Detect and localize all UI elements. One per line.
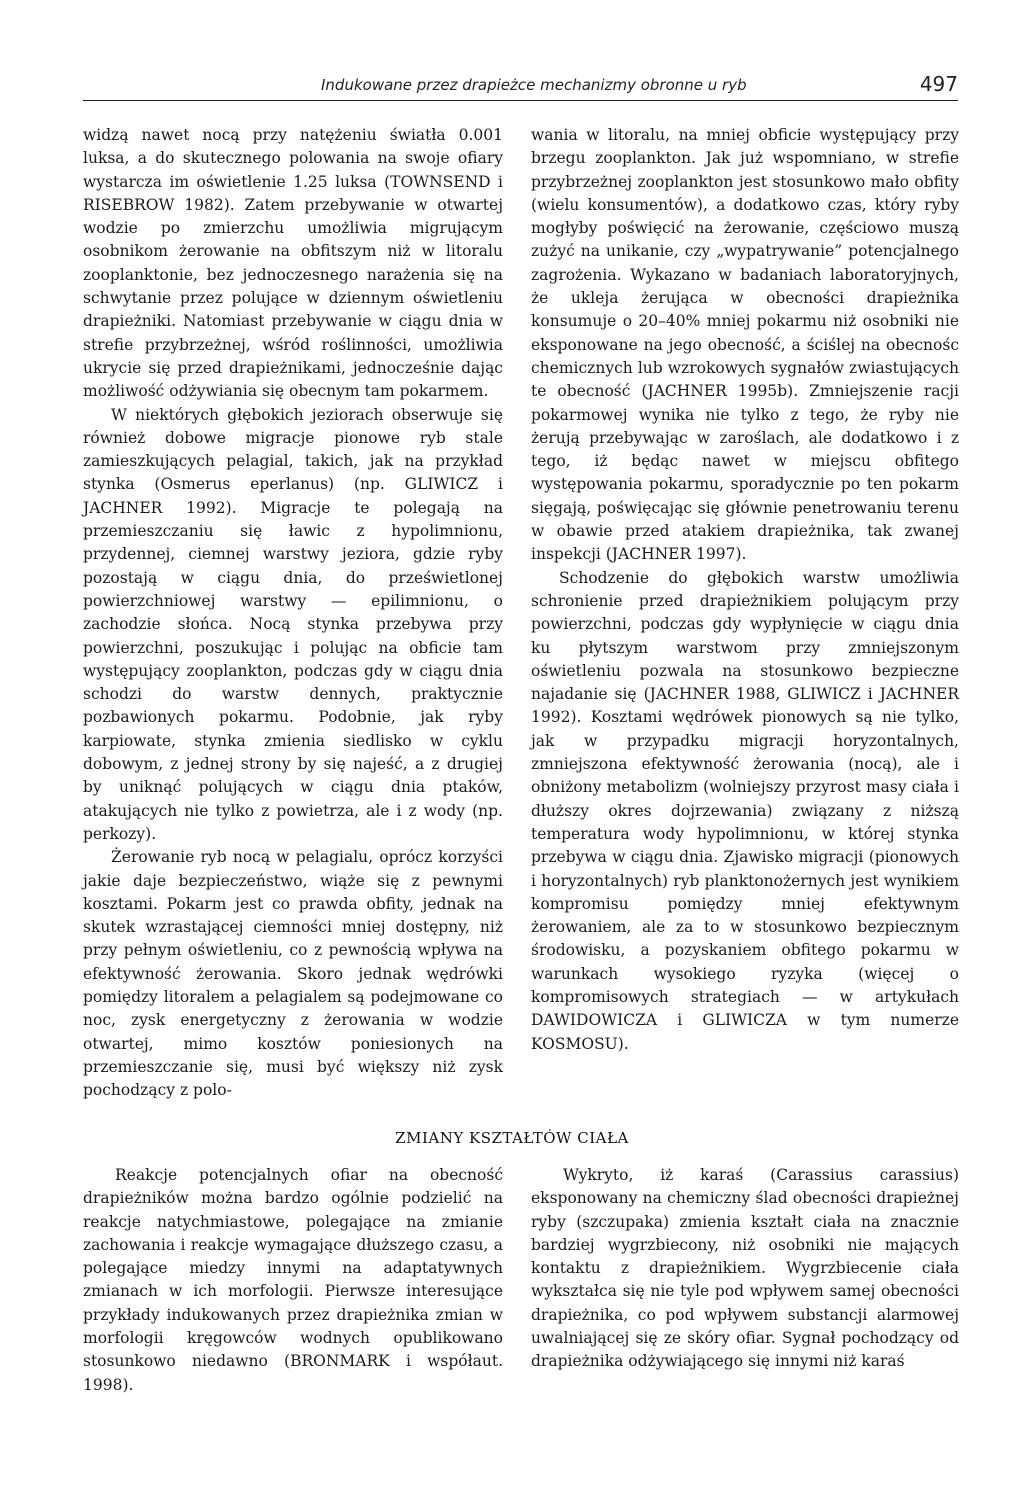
paragraph: wania w litoralu, na mniej obficie występujący przy brzegu zooplankton. Jak już wspomniano, w strefie przybrzeżnej zooplankton jest stosunkowo mało obfity (wielu konsumentów), a dodatkowo czas, który ryby mogłyby poświęcić na żerowanie, częściowo muszą zużyć na unikanie, czy „wypatrywanie” potencjalnego zagrożenia. Wykazano w badaniach laboratoryjnych, że ukleja żerująca w obecności drapieżnika konsumuje o 20–40% mniej pokarmu niż osobniki nie eksponowane na jego obecność, a ściślej na obecnośc chemicznych lub wzrokowych sygnałów zwiastujących te obecność (JACHNER 1995b). Zmniejszenie racji pokarmowej wynika nie tylko z tego, że ryby nie żerują przebywając w zaroślach, ale dodatkowo i z tego, iż będąc nawet w miejscu obfitego występowania pokarmu, sporadycznie po ten pokarm sięgają, poświęcając się głównie penetrowaniu terenu w obawie przed atakiem drapieżnika, tak zwanej inspekcji (JACHNER 1997). (531, 126, 959, 564)
running-title: Indukowane przez drapieżce mechanizmy obronne u ryb (321, 76, 747, 94)
page-number: 497 (919, 72, 958, 96)
paragraph: Reakcje potencjalnych ofiar na obecność drapieżników można bardzo ogólnie podzielić na reakcje natychmiastowe, polegające na zmianie zachowania i reakcje wymagające dłuższego czasu, a polegające miedzy innymi na adaptatywnych zmianach w ich morfologii. Pierwsze interesujące przykłady indukowanych przez drapieżnika zmian w morfologii kręgowców wodnych opublikowano stosunkowo niedawno (BRONMARK i współaut. 1998). (83, 1166, 503, 1394)
column-right-top (531, 124, 959, 1056)
section-heading: ZMIANY KSZTAŁTÓW CIAŁA (395, 1129, 629, 1147)
column-right-bottom (531, 1164, 959, 1374)
paragraph: widzą nawet nocą przy natężeniu światła 0.001 luksa, a do skutecznego polowania na swoje ofiary wystarcza im oświetlenie 1.25 luksa (TOWNSEND i RISEBROW 1982). Zatem przebywanie w otwartej wodzie po zmierzchu umożliwia migrującym osobnikom żerowanie na obfitszym niż w litoralu zooplanktonie, bez jednoczesnego narażenia się na schwytanie przez polujące w dziennym oświetleniu drapieżniki. Natomiast przebywanie w ciągu dnia w strefie przybrzeżnej, wśród roślinności, umożliwia ukrycie się przed drapieżnikami, jednocześnie dając możliwość odżywiania się obecnym tam pokarmem. (83, 126, 503, 401)
paragraph: Wykryto, iż karaś (Carassius carassius) eksponowany na chemiczny ślad obecności drapieżnej ryby (szczupaka) zmienia kształt ciała na znacznie bardziej wygrzbiecony, niż osobniki nie mających kontaktu z drapieżnikiem. Wygrzbiecenie ciała wykształca się nie tyle pod wpływem samej obecności drapieżnika, co pod wpływem substancji alarmowej uwalniającej się ze skóry ofiar. Sygnał pochodzący od drapieżnika odżywiającego się innymi niż karaś (531, 1166, 959, 1371)
paragraph: W niektórych głębokich jeziorach obserwuje się również dobowe migracje pionowe ryb stale zamieszkujących pelagial, takich, jak na przykład stynka (Osmerus eperlanus) (np. GLIWICZ i JACHNER 1992). Migracje te polegają na przemieszczaniu się ławic z hypolimnionu, przydennej, ciemnej warstwy jeziora, gdzie ryby pozostają w ciągu dnia, do prześwietlonej powierzchniowej warstwy — epilimnionu, o zachodzie słońca. Nocą stynka przebywa przy powierzchni, poszukując i polując na obficie tam występujący zooplankton, podczas gdy w ciągu dnia schodzi do warstw dennych, praktycznie pozbawionych pokarmu. Podobnie, jak ryby karpiowate, stynka zmienia siedlisko w cyklu dobowym, z jednej strony by się najeść, a z drugiej by uniknąć polujących w ciągu dnia ptaków, atakujących nie tylko z powietrza, ale i z wody (np. perkozy). (83, 405, 503, 843)
paragraph: Żerowanie ryb nocą w pelagialu, oprócz korzyści jakie daje bezpieczeństwo, wiąże się z pewnymi kosztami. Pokarm jest co prawda obfity, jednak na skutek wzrastającej ciemności mniej dostępny, niż przy pełnym oświetleniu, co z pewnością wpływa na efektywność żerowania. Skoro jednak wędrówki pomiędzy litoralem a pelagialem są podejmowane co noc, zysk energetyczny z żerowania w wodzie otwartej, mimo kosztów poniesionych na przemieszczanie się, musi być większy niż zysk pochodzący z polo- (83, 848, 503, 1100)
running-header (83, 74, 958, 101)
paragraph: Schodzenie do głębokich warstw umożliwia schronienie przed drapieżnikiem polującym przy powierzchni, podczas gdy wypłynięcie w ciągu dnia ku płytszym warstwom przy zmniejszonym oświetleniu pozwala na stosunkowo bezpieczne najadanie się (JACHNER 1988, GLIWICZ i JACHNER 1992). Kosztami wędrówek pionowych są nie tylko, jak w przypadku migracji horyzontalnych, zmniejszona efektywność żerowania (nocą), ale i obniżony metabolizm (wolniejszy przyrost masy ciała i dłuższy okres dojrzewania) związany z niższą temperatura wody hypolimnionu, w której stynka przebywa w ciągu dnia. Zjawisko migracji (pionowych i horyzontalnych) ryb planktonożernych jest wynikiem kompromisu pomiędzy mniej efektywnym żerowaniem, ale za to w stosunkowo bezpiecznym środowisku, a pozyskaniem obfitego pokarmu w warunkach wysokiego ryzyka (więcej o kompromisowych strategiach — w artykułach DAWIDOWICZA i GLIWICZA w tym numerze KOSMOSU). (531, 568, 959, 1053)
column-left-top (83, 124, 503, 1102)
column-left-bottom (83, 1164, 503, 1397)
